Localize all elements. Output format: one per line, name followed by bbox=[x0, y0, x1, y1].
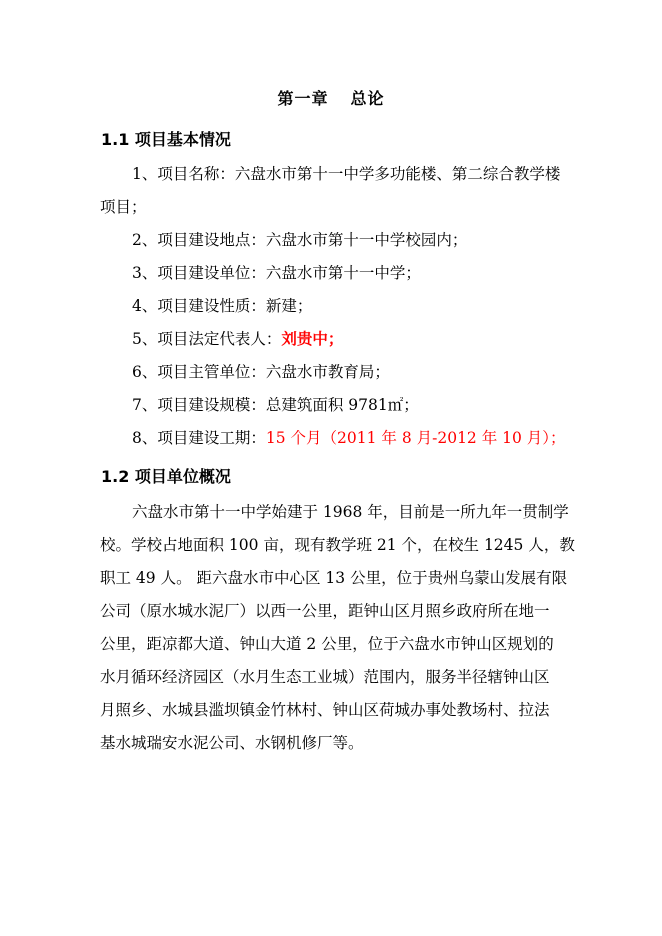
item-value: 六盘水市第十一中学校园内； bbox=[265, 231, 468, 249]
item-construction-nature bbox=[132, 296, 312, 316]
paragraph-line: 公司（原水城水泥厂）以西一公里，距钟山区月照乡政府所在地一 bbox=[100, 602, 550, 620]
item-legal-representative bbox=[132, 329, 343, 349]
item-construction-period bbox=[132, 428, 566, 448]
chapter-number: 第一章 bbox=[277, 89, 329, 108]
item-construction-site bbox=[132, 230, 467, 250]
item-supervising-unit bbox=[132, 362, 390, 382]
item-value: 六盘水市第十一中学； bbox=[265, 264, 421, 282]
paragraph-line: 月照乡、水城县滥坝镇金竹林村、钟山区荷城办事处教场村、拉法 bbox=[100, 701, 550, 719]
paragraph-line: 六盘水市第十一中学始建于 1968 年，目前是一所九年一贯制学 bbox=[132, 503, 569, 521]
item-label: 4、项目建设性质： bbox=[132, 297, 266, 315]
item-label: 3、项目建设单位： bbox=[132, 264, 266, 282]
item-value: 六盘水市教育局； bbox=[265, 363, 390, 381]
paragraph-line: 职工 49 人。 距六盘水市中心区 13 公里，位于贵州乌蒙山发展有限 bbox=[100, 569, 568, 587]
item-construction-scale bbox=[132, 395, 419, 415]
item-label: 6、项目主管单位： bbox=[132, 363, 266, 381]
item-label: 5、项目法定代表人： bbox=[132, 330, 282, 348]
paragraph-line: 基水城瑞安水泥公司、水钢机修厂等。 bbox=[100, 734, 364, 752]
item-value-highlight: 刘贵中； bbox=[281, 329, 344, 348]
item-label: 8、项目建设工期： bbox=[132, 429, 266, 447]
item-project-name-line2: 项目； bbox=[100, 198, 147, 216]
item-value-highlight: 15 个月（2011 年 8 月-2012 年 10 月）； bbox=[265, 429, 566, 447]
chapter-name: 总论 bbox=[350, 89, 385, 108]
item-construction-unit bbox=[132, 263, 421, 283]
chapter-title bbox=[0, 86, 662, 109]
item-value: 总建筑面积 9781㎡； bbox=[265, 396, 419, 414]
section-heading-unit-overview: 1.2 项目单位概况 bbox=[101, 467, 231, 486]
paragraph-line: 校。学校占地面积 100 亩，现有教学班 21 个，在校生 1245 人，教 bbox=[100, 536, 575, 554]
item-project-name-line1: 1、项目名称：六盘水市第十一中学多功能楼、第二综合教学楼 bbox=[132, 165, 561, 183]
section-heading-basic-info: 1.1 项目基本情况 bbox=[101, 130, 231, 149]
paragraph-line: 公里，距凉都大道、钟山大道 2 公里，位于六盘水市钟山区规划的 bbox=[100, 635, 554, 653]
item-label: 2、项目建设地点： bbox=[132, 231, 266, 249]
paragraph-line: 水月循环经济园区（水月生态工业城）范围内，服务半径辖钟山区 bbox=[100, 668, 550, 686]
item-value: 新建； bbox=[265, 297, 313, 315]
item-label: 7、项目建设规模： bbox=[132, 396, 266, 414]
